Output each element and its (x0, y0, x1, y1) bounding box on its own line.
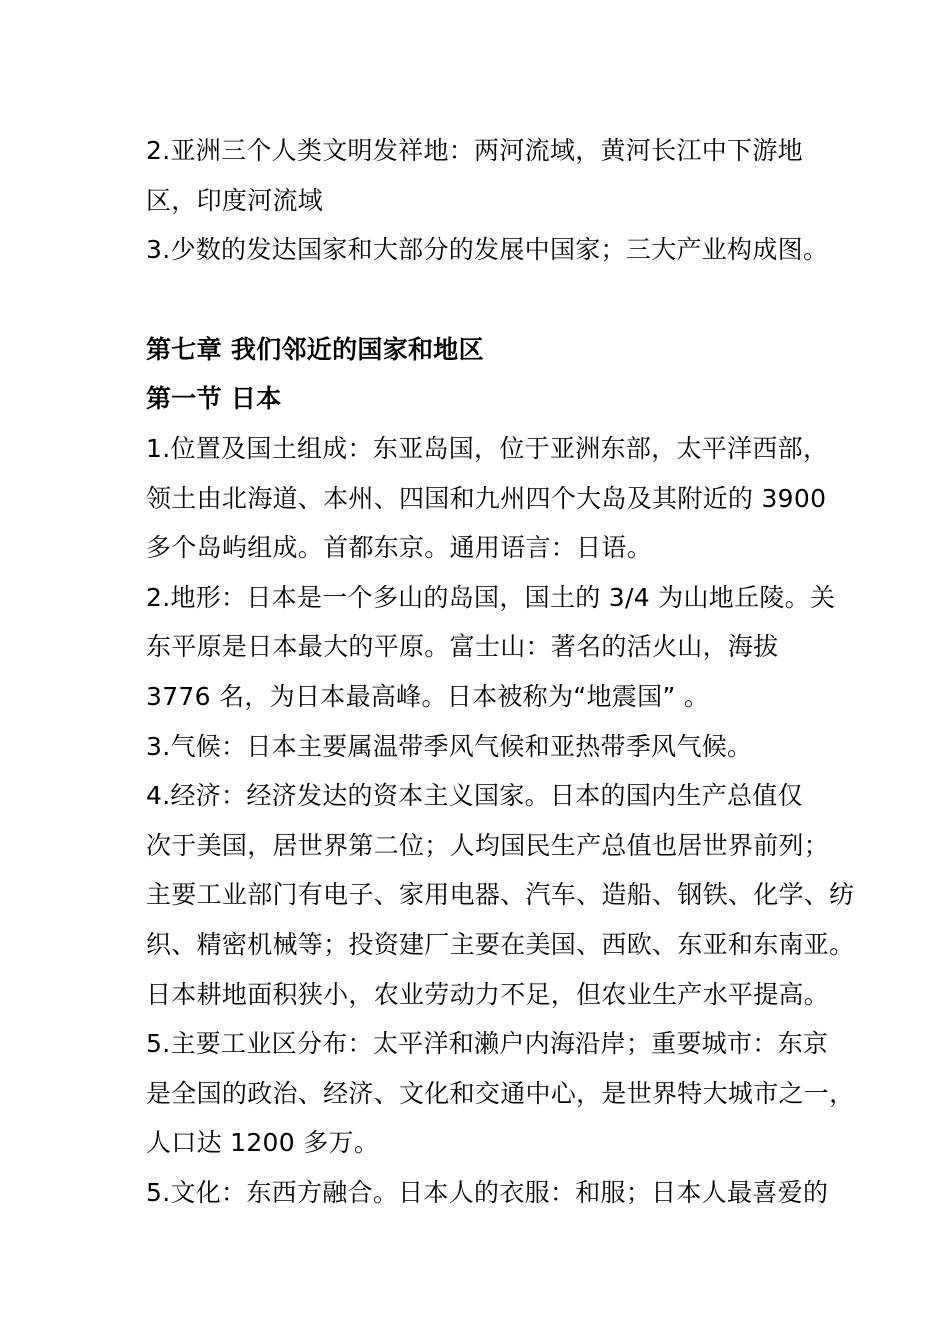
body-line: 主要工业部门有电子、家用电器、汽车、造船、钢铁、化学、纺 (146, 880, 855, 910)
body-line: 3.气候：日本主要属温带季风气候和亚热带季风气候。 (146, 731, 753, 761)
intro-line: 区，印度河流域 (146, 185, 324, 215)
body-line: 是全国的政治、经济、文化和交通中心，是世界特大城市之一， (146, 1078, 855, 1108)
intro-line: 2.亚洲三个人类文明发祥地：两河流域，黄河长江中下游地 (146, 136, 803, 165)
body-line: 5.主要工业区分布：太平洋和濑户内海沿岸；重要城市：东京 (146, 1029, 829, 1059)
body-line: 日本耕地面积狭小，农业劳动力不足，但农业生产水平提高。 (146, 979, 830, 1009)
body-line: 1.位置及国土组成：东亚岛国，位于亚洲东部，太平洋西部， (146, 433, 829, 463)
body-line: 次于美国，居世界第二位；人均国民生产总值也居世界前列； (146, 830, 830, 860)
body-line: 5.文化：东西方融合。日本人的衣服：和服；日本人最喜爱的 (146, 1177, 829, 1207)
body-line: 人口达 1200 多万。 (146, 1128, 380, 1158)
body-line: 3776 名，为日本最高峰。日本被称为“地震国” 。 (146, 681, 710, 711)
body-line: 多个岛屿组成。首都东京。通用语言：日语。 (146, 533, 653, 563)
document-page (146, 126, 855, 1217)
body-line: 4.经济：经济发达的资本主义国家。日本的国内生产总值仅 (146, 781, 803, 811)
body-line: 领土由北海道、本州、四国和九州四个大岛及其附近的 3900 (146, 483, 827, 513)
paragraph-gap (146, 275, 836, 325)
section-title: 第一节 日本 (146, 384, 282, 414)
chapter-title: 第七章 我们邻近的国家和地区 (146, 334, 484, 364)
intro-line: 3.少数的发达国家和大部分的发展中国家；三大产业构成图。 (146, 235, 829, 265)
body-line: 织、精密机械等；投资建厂主要在美国、西欧、东亚和东南亚。 (146, 929, 855, 959)
body-line: 2.地形：日本是一个多山的岛国，国土的 3/4 为山地丘陵。关 (146, 582, 836, 612)
body-line: 东平原是日本最大的平原。富士山：著名的活火山，海拔 (146, 632, 779, 662)
